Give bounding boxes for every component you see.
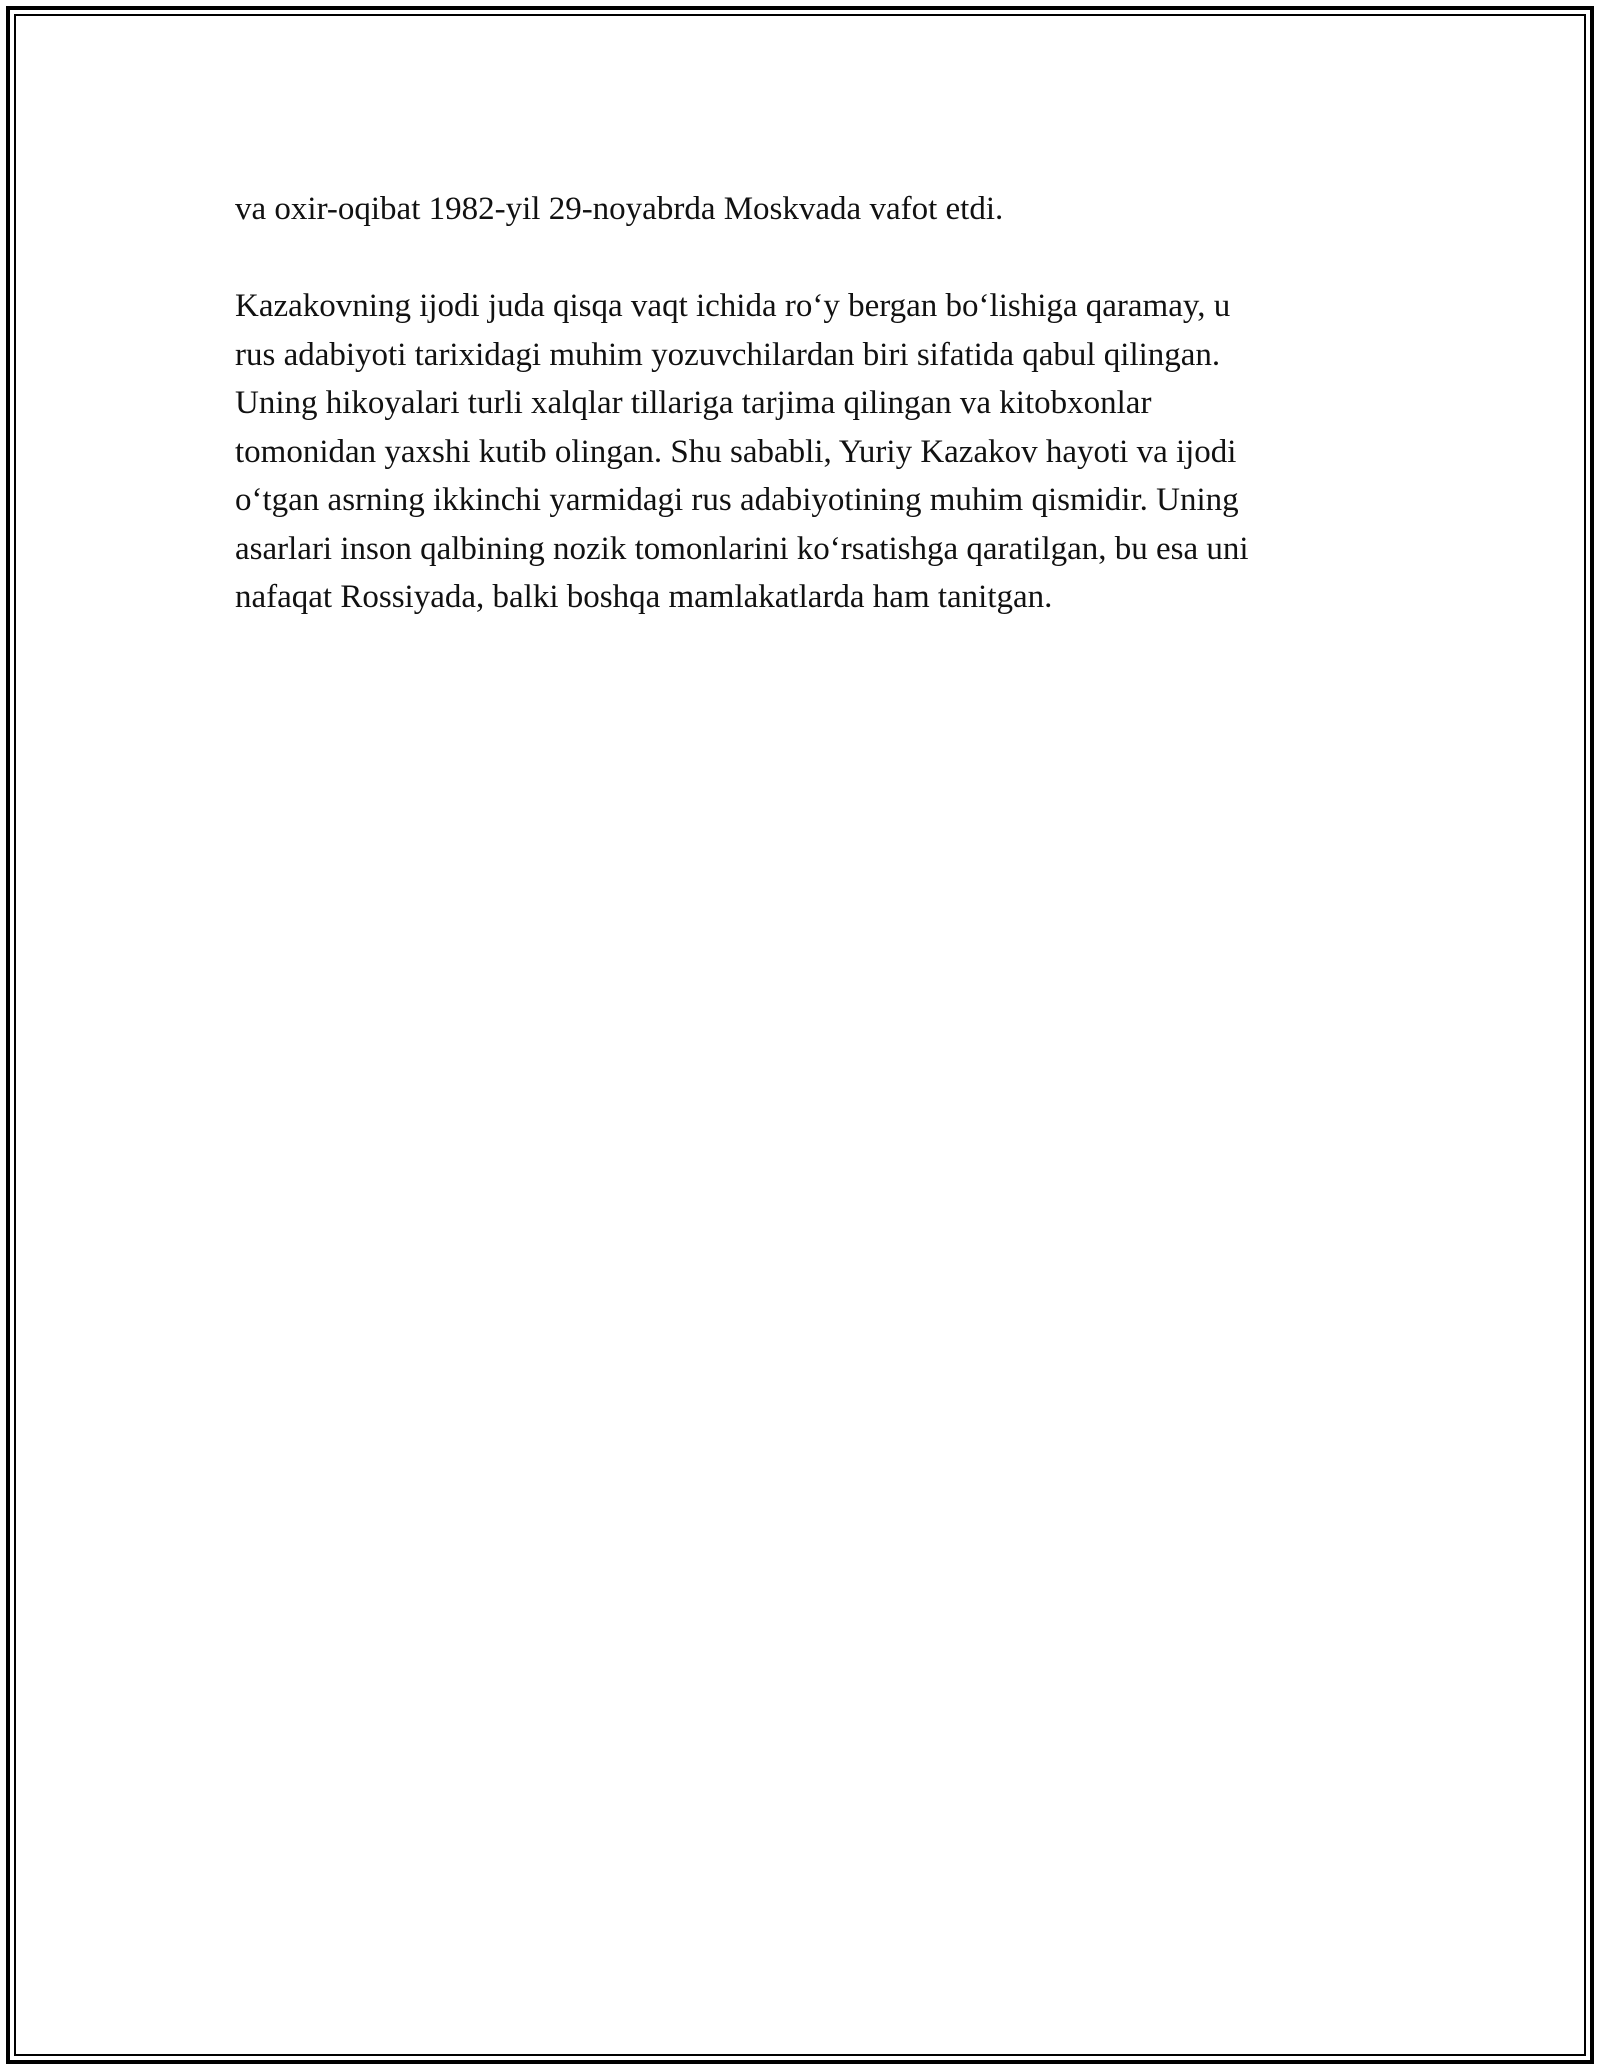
- text-line: o‘tgan asrning ikkinchi yarmidagi rus adabiyotining muhim qismidir. Uning: [235, 482, 1239, 518]
- text-line: va oxir-oqibat 1982-yil 29-noyabrda Moskvada vafot etdi.: [235, 191, 1004, 227]
- text-line: nafaqat Rossiyada, balki boshqa mamlakatlarda ham tanitgan.: [235, 579, 1053, 615]
- text-line: Kazakovning ijodi juda qisqa vaqt ichida ro‘y bergan bo‘lishiga qaramay, u: [235, 288, 1231, 324]
- paragraph-2: [235, 282, 1385, 622]
- text-line: rus adabiyoti tarixidagi muhim yozuvchilardan biri sifatida qabul qilingan.: [235, 336, 1221, 373]
- paragraph-1: [235, 185, 1385, 234]
- text-line: asarlari inson qalbining nozik tomonlarini ko‘rsatishga qaratilgan, bu esa uni: [235, 530, 1249, 567]
- document-body: [235, 185, 1385, 622]
- text-line: tomonidan yaxshi kutib olingan. Shu sababli, Yuriy Kazakov hayoti va ijodi: [235, 433, 1237, 470]
- text-line: Uning hikoyalari turli xalqlar tillariga tarjima qilingan va kitobxonlar: [235, 385, 1152, 421]
